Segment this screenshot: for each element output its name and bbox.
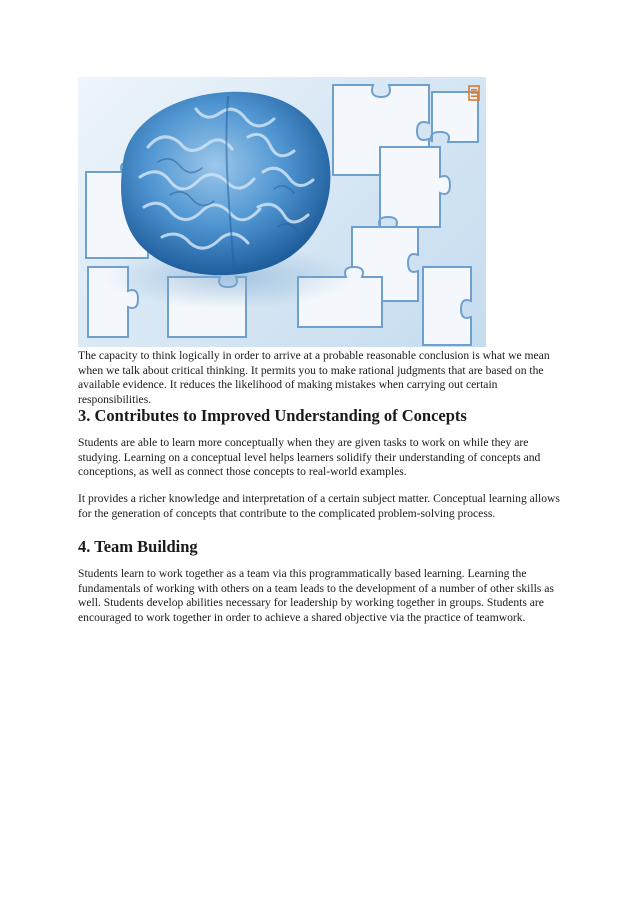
- critical-thinking-block: [78, 349, 568, 407]
- critical-thinking-paragraph: The capacity to think logically in order to arrive at a probable reasonable conclusion is what we mean when we talk about critical thinking. It permits you to make rational judgments that are based on the available evidence. It reduces the likelihood of making mistakes when carrying out certain responsibilities.: [78, 349, 550, 406]
- section-3-heading: 3. Contributes to Improved Understanding of Concepts: [78, 406, 467, 425]
- section-3-body-1: [78, 436, 568, 480]
- brain-puzzle-illustration: [78, 77, 486, 347]
- logo-icon: [468, 85, 480, 101]
- section-3-body-2: [78, 492, 568, 521]
- section-3-paragraph-2: It provides a richer knowledge and interpretation of a certain subject matter. Conceptual learning allows for the generation of concepts that contribute to the complicated problem-solving process.: [78, 492, 560, 520]
- section-4-heading: 4. Team Building: [78, 537, 198, 556]
- brain-puzzle-image: [78, 77, 486, 347]
- section-3-paragraph-1: Students are able to learn more conceptually when they are given tasks to work on while they are studying. Learning on a conceptual level helps learners solidify their understanding of concepts and conceptions, as well as connect those concepts to real-world examples.: [78, 436, 541, 479]
- section-3: [78, 406, 568, 426]
- section-4-paragraph-1: Students learn to work together as a team via this programmatically based learning. Learning the fundamentals of working with others on a team leads to the development of a number of other skills as well. Students develop abilities necessary for leadership by working together in groups. Students are encouraged to work together in order to achieve a shared objective via the practice of teamwork.: [78, 567, 554, 624]
- section-4: [78, 537, 568, 557]
- section-4-body-1: [78, 567, 568, 625]
